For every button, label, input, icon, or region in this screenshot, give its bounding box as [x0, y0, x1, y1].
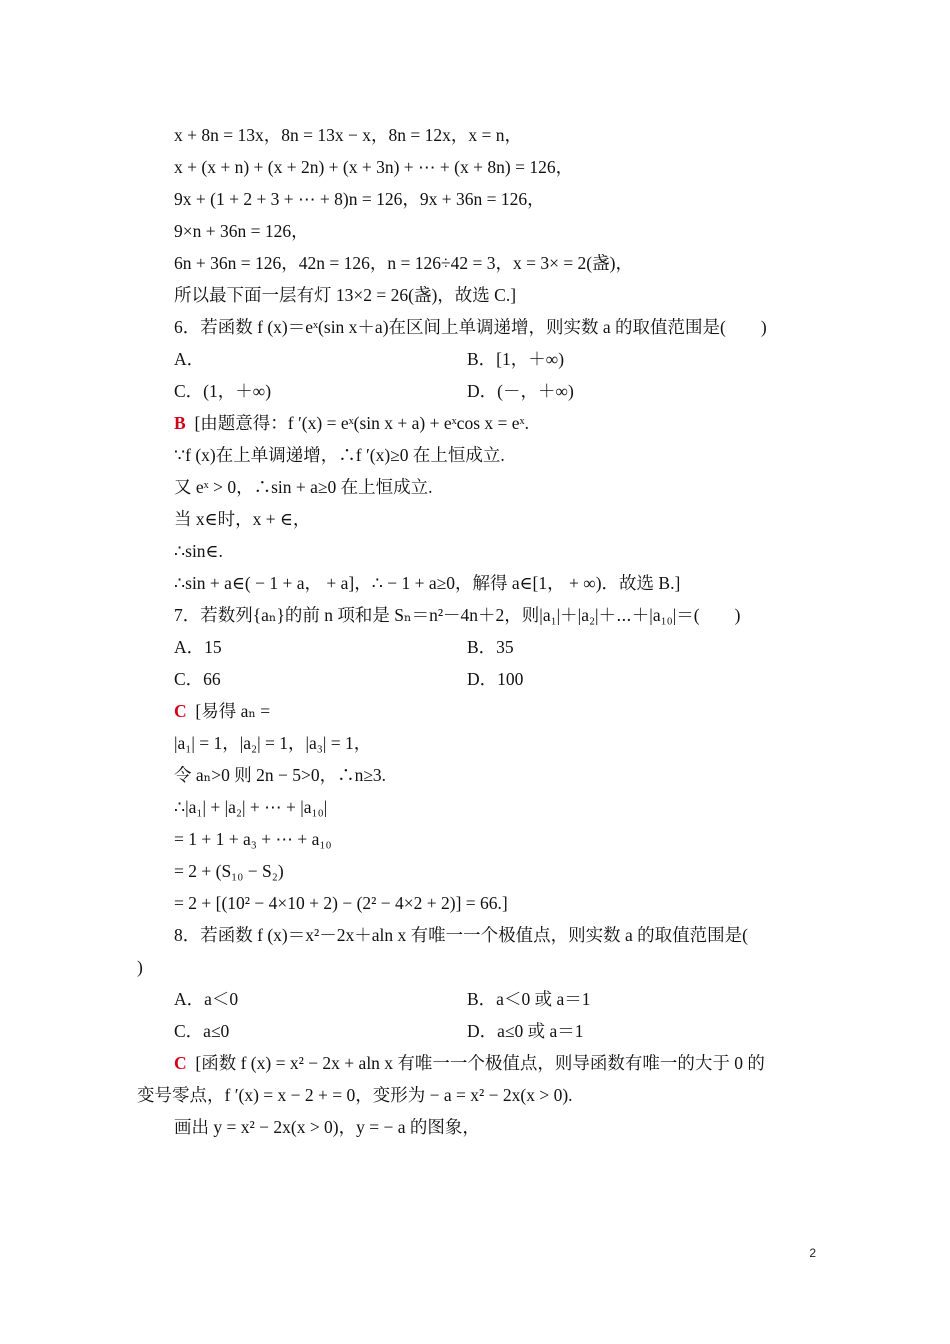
q8-option-d: D．a≤0 或 a＝1 [467, 1021, 584, 1041]
solution-line: ∵f (x)在上单调递增，∴f ′(x)≥0 在上恒成立. [174, 445, 505, 465]
question-6-stem: 6．若函数 f (x)＝eˣ(sin x＋a)在区间上单调递增，则实数 a 的取值范围是( ) [174, 317, 767, 337]
q8-option-a: A．a＜0 [174, 989, 239, 1009]
q8-solution-line [174, 1051, 765, 1075]
solution-line: 6n + 36n = 126，42n = 126，n = 126÷42 = 3，x = 3× = 2(盏)， [174, 253, 633, 273]
solution-line: 又 eˣ > 0，∴sin + a≥0 在上恒成立. [174, 477, 433, 497]
question-7-stem: 7．若数列{aₙ}的前 n 项和是 Sₙ＝n²－4n＋2，则|a₁|＋|a₂|＋⋯＋|a₁₀|＝( ) [174, 605, 741, 625]
q7-option-c: C．66 [174, 669, 221, 689]
q7-answer-letter: C [174, 701, 187, 721]
q8-answer-letter: C [174, 1053, 187, 1073]
q6-option-a: A． [174, 349, 205, 369]
solution-line: 9x + (1 + 2 + 3 + ⋯ + 8)n = 126，9x + 36n = 126， [174, 189, 545, 209]
solution-line: ∴|a₁| + |a₂| + ⋯ + |a₁₀| [174, 797, 328, 817]
q6-answer-letter: B [174, 413, 186, 433]
q7-option-d: D．100 [467, 669, 524, 689]
q8-solution-text: [函数 f (x) = x² − 2x + aln x 有唯一一个极值点，则导函数有唯一的大于 0 的 [195, 1053, 765, 1073]
q6-solution-text: [由题意得：f ′(x) = eˣ(sin x + a) + eˣcos x = eˣ. [194, 413, 529, 433]
solution-line: x + 8n = 13x，8n = 13x − x，8n = 12x，x = n， [174, 125, 522, 145]
q7-solution-text: [易得 aₙ = [195, 701, 271, 721]
page-number: 2 [809, 1246, 816, 1260]
q7-option-a: A．15 [174, 637, 222, 657]
solution-line: 9×n + 36n = 126， [174, 221, 309, 241]
solution-line: |a₁| = 1，|a₂| = 1，|a₃| = 1， [174, 733, 372, 753]
solution-line: 变号零点，f ′(x) = x − 2 + = 0，变形为 − a = x² − 2x(x > 0). [137, 1085, 573, 1105]
q6-option-d: D．(－，＋∞) [467, 381, 574, 401]
q8-option-b: B．a＜0 或 a＝1 [467, 989, 591, 1009]
solution-line: 令 aₙ>0 则 2n − 5>0，∴n≥3. [174, 765, 387, 785]
solution-line: ∴sin∈. [174, 541, 223, 561]
solution-line: 画出 y = x² − 2x(x > 0)，y = − a 的图象， [174, 1117, 480, 1137]
q7-solution-line [174, 699, 270, 723]
solution-line: 当 x∈时，x + ∈， [174, 509, 311, 529]
solution-line: 所以最下面一层有灯 13×2 = 26(盏)，故选 C.] [174, 285, 517, 305]
solution-line: = 2 + (S₁₀ − S₂) [174, 861, 284, 881]
solution-line: = 2 + [(10² − 4×10 + 2) − (2² − 4×2 + 2)] = 66.] [174, 893, 508, 913]
solution-line: x + (x + n) + (x + 2n) + (x + 3n) + ⋯ + (x + 8n) = 126， [174, 157, 574, 177]
solution-line: = 1 + 1 + a₃ + ⋯ + a₁₀ [174, 829, 332, 849]
q6-option-b: B．[1，＋∞) [467, 349, 565, 369]
solution-line: ∴sin + a∈( − 1 + a， + a]，∴ − 1 + a≥0，解得 a∈[1， + ∞)．故选 B.] [174, 573, 681, 593]
q8-option-c: C．a≤0 [174, 1021, 230, 1041]
question-8-stem: 8．若函数 f (x)＝x²－2x＋aln x 有唯一一个极值点，则实数 a 的取值范围是( [174, 925, 748, 945]
q6-solution-line [174, 411, 529, 435]
q6-option-c: C．(1，＋∞) [174, 381, 272, 401]
q7-option-b: B．35 [467, 637, 514, 657]
question-8-stem-cont: ) [137, 957, 143, 977]
